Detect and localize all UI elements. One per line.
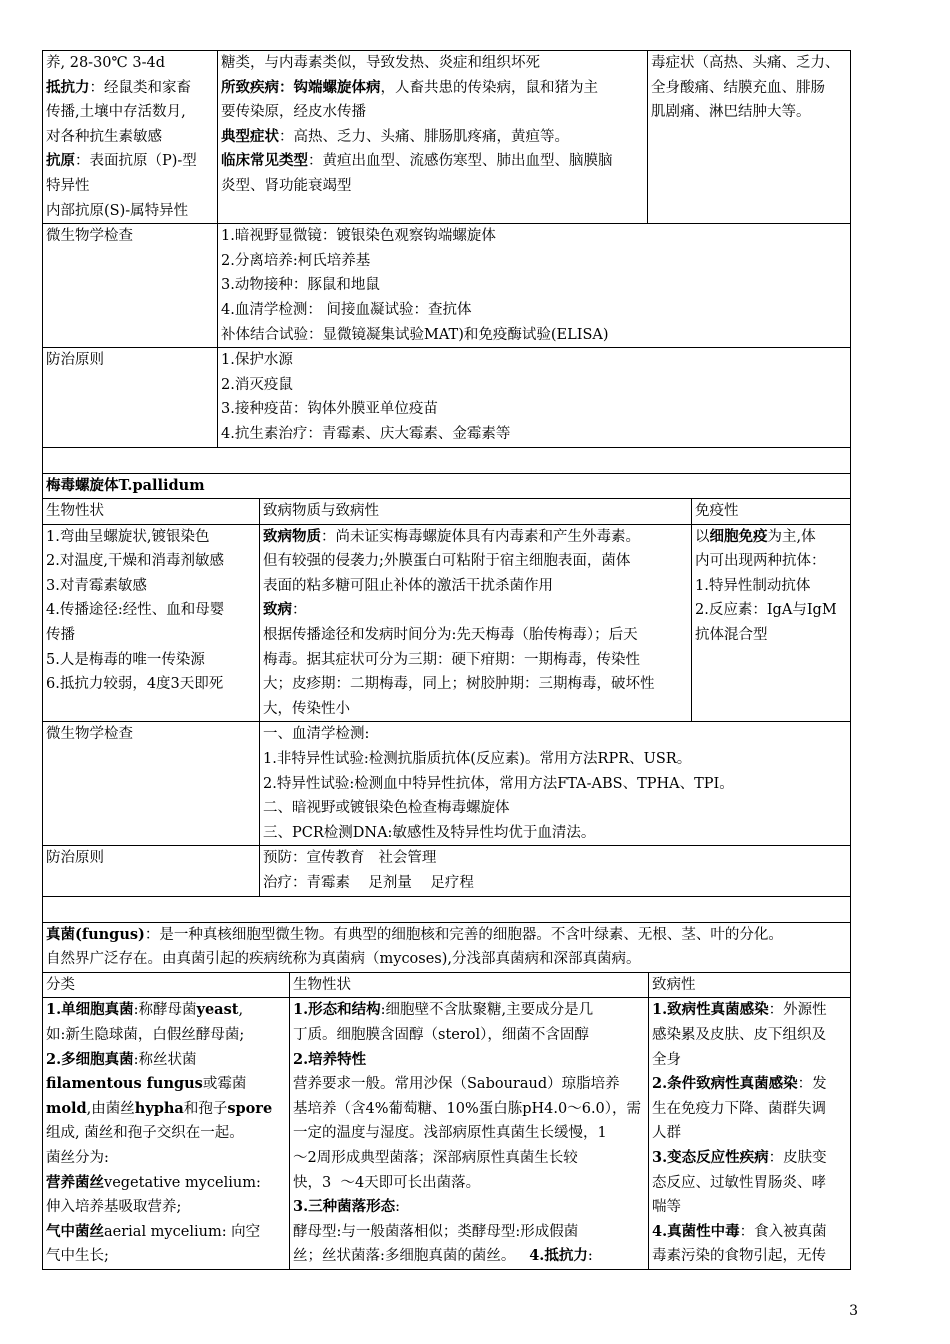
leptospira-biology-cell <box>43 51 218 224</box>
text-line: 致病： <box>263 601 307 619</box>
fungus-biology-cell <box>290 998 649 1270</box>
text-line: 如:新生隐球菌，白假丝酵母菌; <box>46 1026 245 1043</box>
empty-cell <box>43 896 851 922</box>
text-line: 炎型、肾功能衰竭型 <box>221 177 352 194</box>
spacer-row <box>43 447 851 473</box>
text-line: 2.多细胞真菌:称丝状菌 <box>46 1050 197 1068</box>
text-line: 毒素污染的食物引起，无传 <box>652 1248 826 1265</box>
spacer-row <box>43 896 851 922</box>
treponema-micro-row <box>43 722 851 846</box>
text-line: 1.特异性制动抗体 <box>695 577 811 594</box>
text-line: 2.消灭疫鼠 <box>221 376 293 393</box>
text-line: 4.传播途径:经性、血和母婴 <box>46 602 225 619</box>
text-line: 表面的粘多糖可阻止补体的激活干扰杀菌作用 <box>263 577 553 594</box>
text-line: 3.三种菌落形态: <box>293 1198 401 1216</box>
fungus-pathogenicity-cell <box>649 998 851 1270</box>
text-line: 基培养（含4%葡萄糖、10%蛋白胨pH4.0～6.0），需 <box>293 1100 642 1117</box>
text-line: 1.暗视野显微镜：镀银染色观察钩端螺旋体 <box>221 228 496 245</box>
treponema-prevention-cell <box>260 846 851 896</box>
fungus-header-row <box>43 972 851 998</box>
text-line: 所致疾病：钩端螺旋体病，人畜共患的传染病，鼠和猪为主 <box>221 78 598 96</box>
text-line: 全身酸痛、结膜充血、腓肠 <box>651 79 825 96</box>
text-line: filamentous fungus或霉菌 <box>46 1075 247 1093</box>
text-line: 2.条件致病性真菌感染：发 <box>652 1075 827 1093</box>
document-page <box>42 50 850 1270</box>
treponema-pathogenicity-cell <box>260 524 692 722</box>
treponema-micro-cell <box>260 722 851 846</box>
text-line: 丝；丝状菌落:多细胞真菌的菌丝。 4.抵抗力: <box>293 1247 593 1265</box>
page-number: 3 <box>849 1303 858 1319</box>
text-line: 大，传染性小 <box>263 700 350 717</box>
text-line: 1.致病性真菌感染：外源性 <box>652 1001 827 1019</box>
column-header: 生物性状 <box>290 972 649 998</box>
text-line: 一定的温度与湿度。浅部病原性真菌生长缓慢，1 <box>293 1125 607 1142</box>
text-line: 5.人是梅毒的唯一传染源 <box>46 651 205 668</box>
text-line: 气中菌丝aerial mycelium: 向空 <box>46 1222 261 1240</box>
text-line: 4.真菌性中毒：食入被真菌 <box>652 1222 827 1240</box>
text-line: 但有较强的侵袭力;外膜蛋白可粘附于宿主细胞表面，菌体 <box>263 553 631 570</box>
treponema-prevention-row <box>43 846 851 896</box>
treponema-table <box>42 473 851 923</box>
leptospira-pathogenicity-cell <box>218 51 648 224</box>
column-header: 生物性状 <box>43 499 260 525</box>
text-line: 1.弯曲呈螺旋状,镀银染色 <box>46 528 210 545</box>
leptospira-micro-cell <box>218 224 851 348</box>
text-line: 临床常见类型：黄疸出血型、流感伤寒型、肺出血型、脑膜脑 <box>221 152 613 170</box>
text-line: 要传染原，经皮水传播 <box>221 104 366 121</box>
text-line: 特异性 <box>46 177 90 194</box>
fungus-intro-row <box>43 922 851 972</box>
text-line: 预防：宣传教育 社会管理 <box>263 850 437 867</box>
text-line: 抗体混合型 <box>695 627 768 644</box>
text-line: 快，3 ～4天即可长出菌落。 <box>293 1174 481 1191</box>
text-line: 治疗：青霉素 足剂量 足疗程 <box>263 875 474 891</box>
text-line: 致病物质：尚未证实梅毒螺旋体具有内毒素和产生外毒素。 <box>263 527 640 545</box>
text-line: 内可出现两种抗体： <box>695 553 826 570</box>
text-line: 3.对青霉素敏感 <box>46 577 147 594</box>
text-line: 丁质。细胞膜含固醇（sterol），细菌不含固醇 <box>293 1026 589 1043</box>
section-title: 梅毒螺旋体T.pallidum <box>46 476 205 494</box>
text-line: 毒症状（高热、头痛、乏力、 <box>651 55 840 71</box>
text-line: 人群 <box>652 1125 681 1142</box>
text-line: 肌剧痛、淋巴结肿大等。 <box>651 104 811 121</box>
text-line: 2.分离培养:柯氏培养基 <box>221 252 371 269</box>
column-header: 致病性 <box>649 972 851 998</box>
text-line: 气中生长; <box>46 1248 109 1265</box>
leptospira-props-row <box>43 51 851 224</box>
text-line: 补体结合试验：显微镜凝集试验MAT)和免疫酶试验(ELISA) <box>221 326 609 343</box>
text-line: 营养菌丝vegetative mycelium: <box>46 1173 261 1191</box>
text-line: 1.保护水源 <box>221 352 293 369</box>
text-line: 以细胞免疫为主,体 <box>695 527 816 545</box>
row-label: 微生物学检查 <box>43 722 260 846</box>
leptospira-immunity-cell <box>648 51 851 224</box>
row-label: 微生物学检查 <box>43 224 218 348</box>
text-line: 养, 28-30℃ 3-4d <box>46 55 165 71</box>
text-line: 2.反应素：IgA与IgM <box>695 602 837 619</box>
empty-cell <box>43 447 851 473</box>
leptospira-prevention-row <box>43 348 851 447</box>
text-line: 糖类，与内毒素类似，导致发热、炎症和组织坏死 <box>221 55 540 71</box>
fungus-classification-cell <box>43 998 290 1270</box>
text-line: 2.对温度,干燥和消毒剂敏感 <box>46 553 224 570</box>
text-line: 对各种抗生素敏感 <box>46 128 162 145</box>
text-line: 一、血清学检测: <box>263 726 370 743</box>
text-line: 1.非特异性试验:检测抗脂质抗体(反应素)。常用方法RPR、USR。 <box>263 751 692 768</box>
text-line: 态反应、过敏性胃肠炎、哮 <box>652 1174 826 1191</box>
text-line: 抵抗力：经鼠类和家畜 <box>46 78 191 96</box>
text-line: ～2周形成典型菌落；深部病原性真菌生长较 <box>293 1149 578 1166</box>
text-line: 3.接种疫苗：钩体外膜亚单位疫苗 <box>221 401 438 418</box>
text-line: 6.抵抗力较弱，4度3天即死 <box>46 676 224 693</box>
text-line: 感染累及皮肤、皮下组织及 <box>652 1026 826 1043</box>
text-line: 自然界广泛存在。由真菌引起的疾病统称为真菌病（mycoses),分浅部真菌病和深部真菌病。 <box>46 951 641 968</box>
treponema-header-row <box>43 499 851 525</box>
text-line: 内部抗原(S)-属特异性 <box>46 202 189 219</box>
leptospira-table <box>42 50 851 474</box>
text-line: 传播,土壤中存活数月, <box>46 104 186 121</box>
text-line: 酵母型:与一般菌落相似；类酵母型:形成假菌 <box>293 1223 579 1240</box>
text-line: 2.培养特性 <box>293 1050 367 1068</box>
text-line: 喘等 <box>652 1199 681 1216</box>
fungus-table <box>42 922 851 1270</box>
treponema-title-row <box>43 473 851 499</box>
text-line: 传播 <box>46 627 75 644</box>
text-line: 梅毒。据其症状可分为三期：硬下疳期：一期梅毒，传染性 <box>263 651 640 668</box>
text-line: 4.抗生素治疗：青霉素、庆大霉素、金霉素等 <box>221 425 511 442</box>
section-title-cell <box>43 473 851 499</box>
text-line: 抗原：表面抗原（P)-型 <box>46 152 197 170</box>
text-line: 3.动物接种：豚鼠和地鼠 <box>221 277 380 294</box>
column-header: 致病物质与致病性 <box>260 499 692 525</box>
text-line: 2.特异性试验:检测血中特异性抗体，常用方法FTA-ABS、TPHA、TPI。 <box>263 775 734 792</box>
treponema-props-row <box>43 524 851 722</box>
text-line: 二、暗视野或镀银染色检查梅毒螺旋体 <box>263 800 510 817</box>
text-line: 伸入培养基吸取营养; <box>46 1199 182 1216</box>
text-line: 4.血清学检测： 间接血凝试验：查抗体 <box>221 301 472 318</box>
fungus-props-row <box>43 998 851 1270</box>
text-line: 3.变态反应性疾病：皮肤变 <box>652 1148 827 1166</box>
text-line: 1.形态和结构:细胞壁不含肽聚糖,主要成分是几 <box>293 1001 594 1019</box>
text-line: 真菌(fungus)：是一种真核细胞型微生物。有典型的细胞核和完善的细胞器。不含叶绿素、无根、茎、叶的分化。 <box>46 925 783 943</box>
text-line: 1.单细胞真菌:称酵母菌yeast, <box>46 1001 244 1019</box>
text-line: 生在免疫力下降、菌群失调 <box>652 1100 826 1117</box>
row-label: 防治原则 <box>43 348 218 447</box>
row-label: 防治原则 <box>43 846 260 896</box>
text-line: 营养要求一般。常用沙保（Sabouraud）琼脂培养 <box>293 1076 620 1093</box>
text-line: 组成, 菌丝和孢子交织在一起。 <box>46 1125 244 1142</box>
text-line: mold,由菌丝hypha和孢子spore <box>46 1099 273 1117</box>
text-line: 典型症状：高热、乏力、头痛、腓肠肌疼痛，黄疸等。 <box>221 127 569 145</box>
treponema-biology-cell <box>43 524 260 722</box>
treponema-immunity-cell <box>692 524 851 722</box>
text-line: 全身 <box>652 1051 681 1068</box>
leptospira-micro-row <box>43 224 851 348</box>
column-header: 免疫性 <box>692 499 851 525</box>
leptospira-prevention-cell <box>218 348 851 447</box>
text-line: 根据传播途径和发病时间分为:先天梅毒（胎传梅毒）；后天 <box>263 627 638 644</box>
fungus-intro-cell <box>43 922 851 972</box>
text-line: 菌丝分为: <box>46 1149 109 1166</box>
text-line: 三、PCR检测DNA:敏感性及特异性均优于血清法。 <box>263 824 596 841</box>
text-line: 大；皮疹期：二期梅毒，同上；树胶肿期：三期梅毒，破坏性 <box>263 676 655 693</box>
column-header: 分类 <box>43 972 290 998</box>
